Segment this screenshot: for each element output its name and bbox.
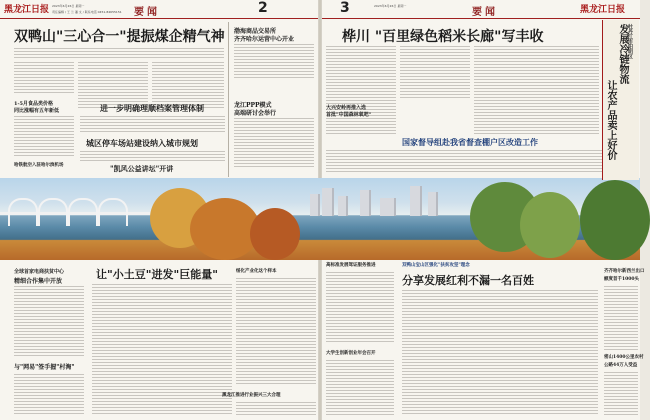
potato-text: [92, 284, 232, 414]
editors-line: 责任编辑 / 王 兰 潘 文 / 联系电话 0451-84655151: [52, 10, 122, 14]
lead-article-text: [14, 62, 74, 94]
poverty-headline: 分享发展红利不漏一名百姓: [402, 274, 534, 287]
sidebar-title-2: 让农产品卖上好价: [605, 80, 616, 160]
lower-left-headline-1: 高标准发展驾证服务推进: [326, 263, 376, 268]
column-rule: [228, 22, 229, 177]
building: [380, 198, 396, 216]
lower-left-headline-2: 大学生创新创业年会召开: [326, 351, 376, 356]
parking-headline: 城区停车场站建设纳入城市规划: [86, 138, 198, 148]
lower-left-text: [14, 286, 84, 356]
section-label: 要闻: [472, 7, 498, 18]
bridge-arch: [8, 198, 38, 226]
lower-left-headline-2: 精细合作集中开放: [14, 278, 63, 285]
lower-left-text-2: [14, 374, 84, 414]
archive-text: [80, 116, 225, 132]
green-tree: [580, 180, 650, 260]
brief-text: [14, 116, 74, 156]
lead-text-1: [326, 46, 396, 136]
parking-text: [80, 151, 225, 161]
poverty-text: [402, 290, 598, 416]
date-line: 2023年6月26日 星期一: [52, 4, 85, 8]
charity-headline: "凯风公益讲坛"开讲: [110, 164, 174, 173]
building: [428, 192, 438, 216]
building: [410, 186, 422, 216]
lower-mid-text-2: [236, 402, 316, 416]
side-headline-2: 齐齐哈尔运营中心开业: [234, 36, 295, 43]
sidebar-kicker: 牡丹江市阳明区: [627, 24, 633, 59]
brief-headline-1: 1-5月食品类价格: [14, 101, 54, 107]
building: [360, 190, 371, 216]
side-headline-1: 渤海商品交易所: [234, 28, 277, 35]
potato-headline: 让"小土豆"进发"巨能量": [96, 268, 218, 281]
bridge-arch: [68, 198, 98, 226]
section-label: 要闻: [134, 7, 160, 18]
building: [310, 194, 320, 216]
brief-headline-2: 同比涨幅有五年新低: [14, 108, 60, 114]
autumn-tree: [250, 208, 300, 260]
masthead-logo: 黑龙江日报: [580, 5, 626, 15]
lead-article-text-3: [152, 62, 224, 108]
lower-mid-headline-1: 绥化产业化这个样本: [236, 269, 277, 274]
lower-kicker: 双鸭山宝山区强化"扶贫攻坚"理念: [402, 263, 470, 268]
lower-mid-text: [236, 278, 316, 386]
right-header: [322, 0, 640, 19]
page-number: 3: [340, 0, 350, 16]
green-tree: [520, 192, 580, 258]
lead-text-2: [400, 46, 470, 98]
ppp-headline-1: 龙江PPP模式: [234, 102, 272, 109]
sidebar-lower-text-2: [604, 372, 638, 416]
ppp-text: [234, 118, 314, 168]
supervision-headline: 国家督导组赴我省督查棚户区改造工作: [402, 137, 538, 147]
sidebar-lower-text: [604, 286, 638, 350]
airport-headline: 哈铁航空入驻哈尔滨机场: [14, 163, 64, 168]
sidebar-lower-4: 公路44万人受益: [604, 363, 638, 368]
lower-left-text-2: [326, 360, 394, 416]
ppp-headline-2: 高端研讨会举行: [234, 110, 277, 117]
supervision-text: [326, 150, 602, 174]
forest-headline-2: 首批"中国森林氧吧": [326, 112, 372, 118]
left-header: [0, 0, 318, 19]
forest-headline-1: 大兴安岭再推入选: [326, 105, 367, 111]
lower-left-headline-1: 全球首家电商扶贫中心: [14, 269, 65, 275]
lead-article-text-2: [78, 62, 148, 108]
bridge-arch: [38, 198, 68, 226]
lead-summary-text: [14, 48, 224, 58]
sidebar-lower-1: 齐齐哈尔新西兰出口: [604, 269, 645, 274]
bridge-arch: [98, 198, 128, 226]
lead-headline: 双鸭山"三心合一"提振煤企精气神: [14, 29, 225, 45]
page-number: 2: [258, 0, 268, 16]
panorama-photo: [0, 178, 640, 260]
lead-text-3: [474, 46, 599, 136]
building: [322, 188, 334, 216]
right-sidebar: [602, 20, 639, 180]
masthead-logo: 黑龙江日报: [4, 5, 50, 15]
archive-headline: 进一步明确理顺档案管理体制: [100, 103, 204, 113]
side-article-text: [234, 44, 314, 78]
lead-headline: 桦川 "百里绿色稻米长廊"写丰收: [342, 29, 544, 45]
lower-left-text: [326, 272, 394, 342]
sidebar-lower-2: 额度首千1000头: [604, 277, 640, 282]
sidebar-title-1: 发展冷链物流: [617, 24, 628, 84]
building: [338, 196, 348, 216]
lower-mid-headline-2: 黑龙江推进行业振兴三大合理: [222, 393, 281, 398]
sidebar-lower-3: 密山1400公里农村: [604, 355, 644, 360]
date-line: 2023年6月26日 星期一: [374, 4, 407, 8]
lower-left-headline-3: 与"网易"签手握"村淘": [14, 364, 75, 371]
